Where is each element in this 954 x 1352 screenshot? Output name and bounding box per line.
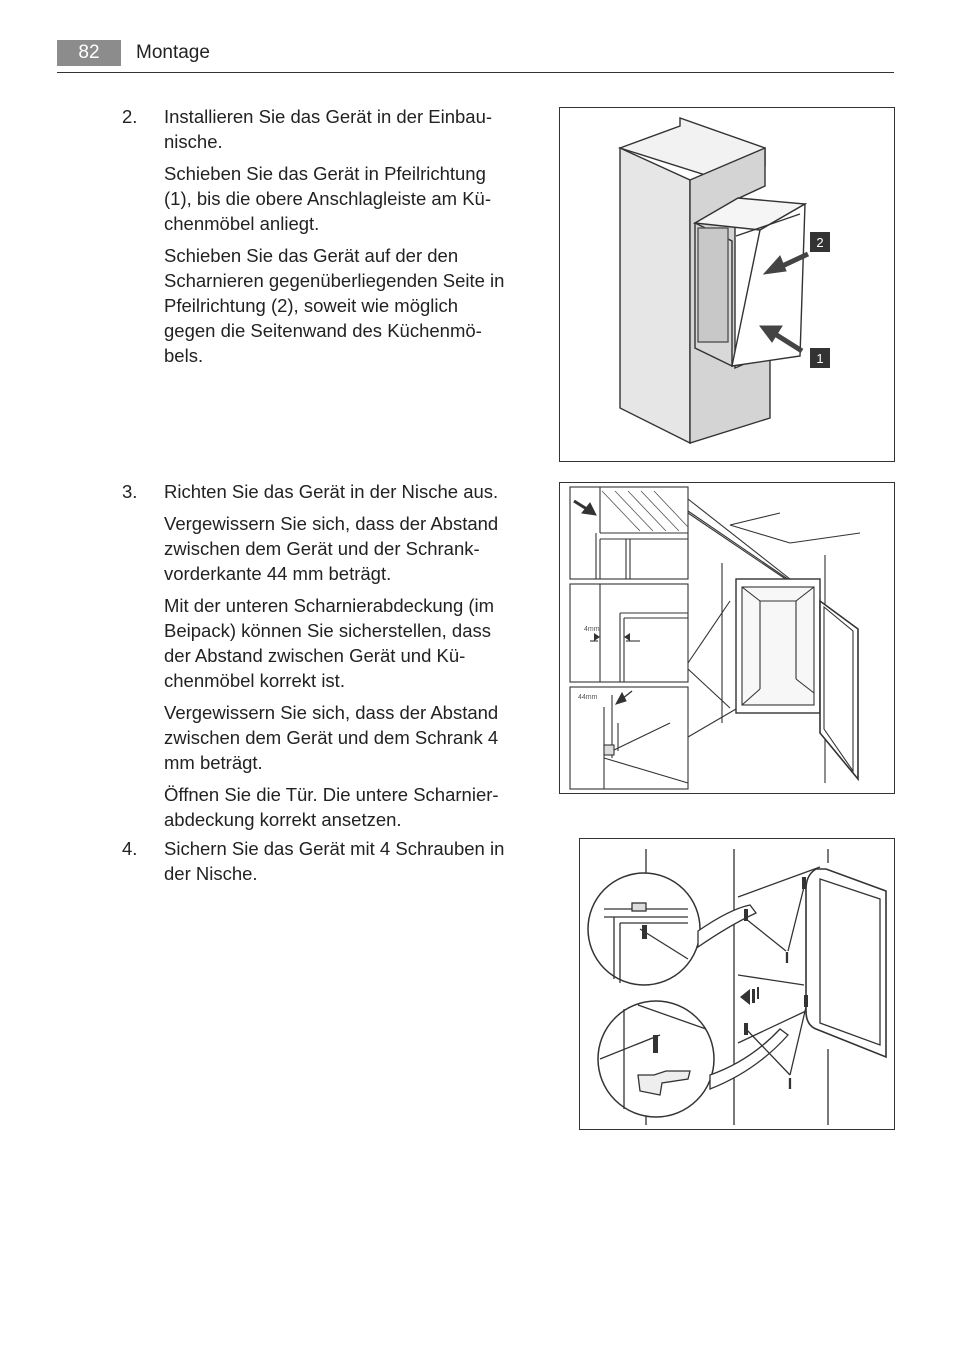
step-paragraph: Vergewissern Sie sich, dass der Abstand zwischen dem Gerät und dem Schrank 4 mm beträgt. xyxy=(164,702,499,773)
dimension-44mm: 44mm xyxy=(578,694,598,701)
step-2 xyxy=(122,104,522,375)
step-3 xyxy=(122,479,522,839)
step-paragraph: Schieben Sie das Gerät auf der den Scharnieren gegenüberliegenden Seite in Pfeilrichtung (2), soweit wie möglich gegen die Seitenwand des Küchenmö-bels. xyxy=(164,245,505,366)
step-paragraph: Sichern Sie das Gerät mit 4 Schrauben in der Nische. xyxy=(164,838,505,884)
figure-install-niche xyxy=(559,107,895,462)
page-number: 82 xyxy=(57,40,121,66)
step-paragraph: Richten Sie das Gerät in der Nische aus. xyxy=(164,481,499,502)
step-paragraph: Installieren Sie das Gerät in der Einbau-nische. xyxy=(164,106,493,152)
step-number: 3. xyxy=(122,481,138,502)
figure-alignment xyxy=(559,482,895,794)
step-paragraph: Schieben Sie das Gerät in Pfeilrichtung (1), bis die obere Anschlagleiste am Kü-chenmöbel anliegt. xyxy=(164,163,492,234)
screw-label-top: I xyxy=(784,950,790,967)
dimension-4mm: 4mm xyxy=(584,626,600,633)
step-4 xyxy=(122,836,522,893)
step-number: 2. xyxy=(122,106,138,127)
alignment-illustration xyxy=(560,483,894,793)
arrow-label-1: 1 xyxy=(816,351,824,366)
figure-screws xyxy=(579,838,895,1130)
install-niche-illustration xyxy=(560,108,894,461)
step-number: 4. xyxy=(122,838,138,859)
section-title: Montage xyxy=(136,42,210,63)
step-paragraph: Öffnen Sie die Tür. Die untere Scharnier-abdeckung korrekt ansetzen. xyxy=(164,784,499,830)
page-header xyxy=(57,40,894,73)
step-paragraph: Mit der unteren Scharnierabdeckung (im Beipack) können Sie sicherstellen, dass der Abstand zwischen Gerät und Kü-chenmöbel korrekt ist. xyxy=(164,595,495,691)
screws-illustration xyxy=(580,839,894,1129)
step-paragraph: Vergewissern Sie sich, dass der Abstand zwischen dem Gerät und der Schrank-vorderkante 44 mm beträgt. xyxy=(164,513,499,584)
screw-label-bottom: I xyxy=(787,1076,793,1093)
arrow-label-2: 2 xyxy=(816,235,824,250)
